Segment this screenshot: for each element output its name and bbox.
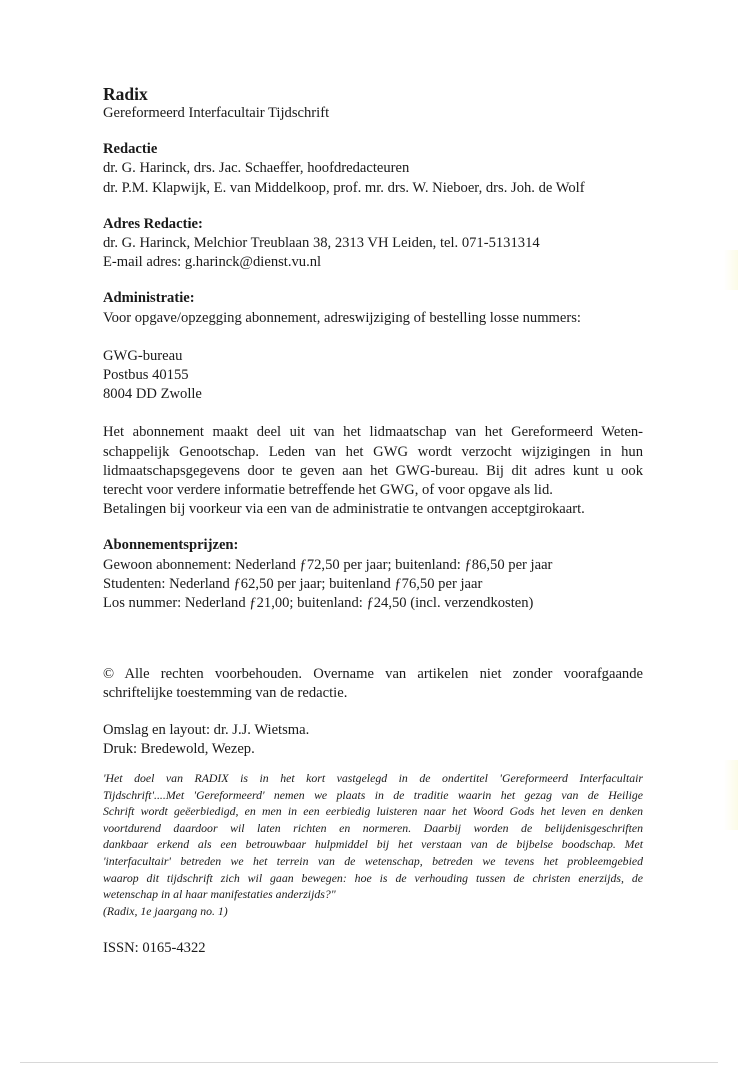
page-edge-line	[20, 1062, 718, 1063]
prijzen-heading: Abonnementsprijzen:	[103, 537, 239, 554]
quote-line: wetenschap in al haar manifestaties anderzijds?"	[103, 887, 336, 902]
membership-line: lidmaatschapsgegevens door te geven aan het GWG-bureau. Bij dit adres kunt u ook	[103, 462, 643, 479]
redactie-line: dr. P.M. Klapwijk, E. van Middelkoop, prof. mr. drs. W. Nieboer, drs. Joh. de Wolf	[103, 179, 585, 196]
colophon-page	[103, 84, 643, 959]
paper-stain-top	[724, 250, 738, 290]
quote-line: 'interfacultair' betreden we het terrein van de wetenschap, betreden we tevens het probleemgebied	[103, 854, 643, 869]
adres-section	[103, 215, 643, 273]
rights-line: schriftelijke toestemming van de redactie.	[103, 685, 348, 702]
rights-notice	[103, 665, 643, 703]
address-line: GWG-bureau	[103, 347, 183, 364]
membership-line: Betalingen bij voorkeur via een van de administratie te ontvangen acceptgirokaart.	[103, 501, 585, 518]
membership-line: Het abonnement maakt deel uit van het lidmaatschap van het Gereformeerd Weten-	[103, 424, 643, 441]
price-line: Los nummer: Nederland ƒ21,00; buitenland: ƒ24,50 (incl. verzendkosten)	[103, 595, 534, 612]
issn-number: ISSN: 0165-4322	[103, 940, 206, 957]
administratie-section	[103, 289, 643, 519]
membership-paragraph	[103, 423, 643, 519]
price-line: Gewoon abonnement: Nederland ƒ72,50 per jaar; buitenland: ƒ86,50 per jaar	[103, 556, 553, 573]
journal-subtitle: Gereformeerd Interfacultair Tijdschrift	[103, 105, 330, 121]
quote-line: Tijdschrift'....Met 'Gereformeerd' nemen we plaats in de traditie waarin het gezag van de Heilige	[103, 787, 643, 802]
print-credit: Druk: Bredewold, Wezep.	[103, 740, 255, 757]
rights-line: © Alle rechten voorbehouden. Overname van artikelen niet zonder voorafgaande	[103, 666, 643, 683]
adres-line: dr. G. Harinck, Melchior Treublaan 38, 2313 VH Leiden, tel. 071-5131314	[103, 235, 540, 252]
quote-line: Schrift wordt geëerbiedigd, en men in een eerbiedig luisteren naar het Woord Gods het leven en denken	[103, 804, 643, 819]
quote-line: waarop dit tijdschrift zich wil gaan bewegen: hoe is de verhouding tussen de christen enerzijds, de	[103, 870, 643, 885]
redactie-line: dr. G. Harinck, drs. Jac. Schaeffer, hoofdredacteuren	[103, 160, 410, 177]
membership-line: terecht voor verdere informatie betreffende het GWG, of voor opgave als lid.	[103, 482, 553, 499]
prijzen-section	[103, 536, 643, 613]
masthead	[103, 84, 643, 123]
quote-line: dankbaar erkend als een betrouwbaar hulpmiddel bij het verstaan van de bijbelse boodschap. Met	[103, 837, 643, 852]
redactie-section	[103, 140, 643, 198]
adres-heading: Adres Redactie:	[103, 215, 203, 232]
colofon-credits	[103, 721, 643, 759]
layout-credit: Omslag en layout: dr. J.J. Wietsma.	[103, 721, 310, 738]
quote-line: voortdurend daardoor wil laten richten en normeren. Daarbij worden de belijdenisgeschriften	[103, 820, 643, 835]
administratie-intro: Voor opgave/opzegging abonnement, adreswijziging of bestelling losse nummers:	[103, 309, 581, 326]
membership-line: schappelijk Genootschap. Leden van het GWG wordt verzocht wijzigingen in hun	[103, 443, 643, 460]
price-line: Studenten: Nederland ƒ62,50 per jaar; buitenland ƒ76,50 per jaar	[103, 575, 483, 592]
administratie-heading: Administratie:	[103, 290, 195, 307]
quote-source: (Radix, 1e jaargang no. 1)	[103, 903, 228, 918]
journal-title: Radix	[103, 84, 148, 104]
address-line: 8004 DD Zwolle	[103, 386, 202, 403]
quote-line: 'Het doel van RADIX is in het kort vastgelegd in de ondertitel 'Gereformeerd Interfacultair	[103, 771, 643, 786]
redactie-heading: Redactie	[103, 141, 158, 158]
address-line: Postbus 40155	[103, 367, 189, 384]
paper-stain-bottom	[724, 760, 738, 830]
email-line: E-mail adres: g.harinck@dienst.vu.nl	[103, 254, 322, 271]
mission-quote	[103, 770, 643, 919]
